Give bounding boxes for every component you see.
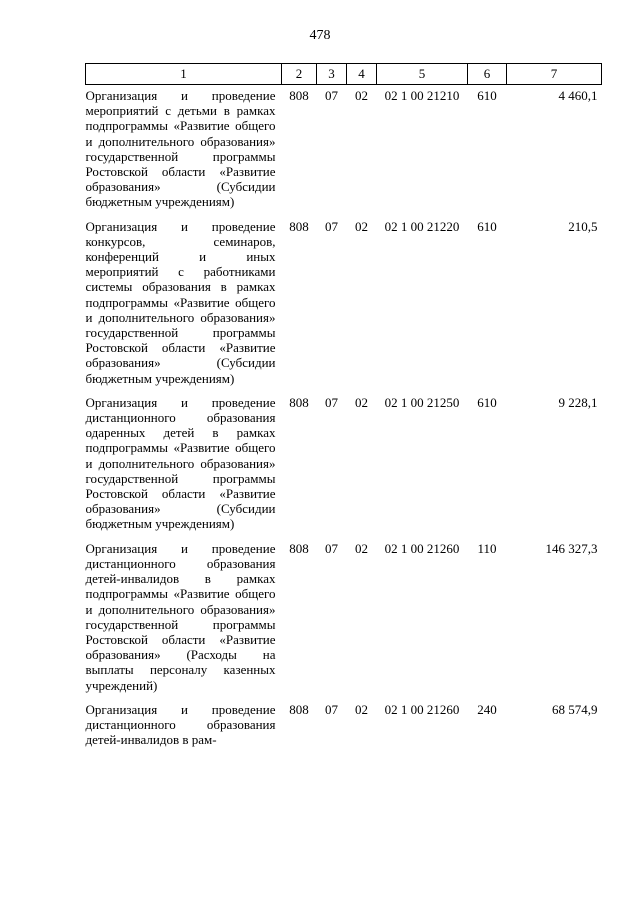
row-description: Организация и проведение дистанционного образования детей-инвалидов в рам- <box>85 701 276 748</box>
row-target-code: 02 1 00 21210 <box>384 88 460 103</box>
row-ministry-code: 808 <box>289 701 309 717</box>
header-cell-4: 4 <box>347 64 377 85</box>
row-expense-type: 240 <box>477 701 497 717</box>
header-cell-7: 7 <box>507 64 602 85</box>
header-cell-5: 5 <box>377 64 468 85</box>
row-subsection-code: 02 <box>355 88 368 103</box>
header-cell-1: 1 <box>86 64 282 85</box>
header-cell-6: 6 <box>468 64 507 85</box>
page-number: 478 <box>309 28 331 43</box>
row-amount: 9 228,1 <box>558 394 598 410</box>
row-ministry-code: 808 <box>289 540 309 556</box>
table-row <box>86 702 602 757</box>
row-section-code: 07 <box>325 88 338 103</box>
row-description: Организация и проведение дистанционного образования одаренных детей в рамках подпрограммы «Развитие общего и дополнительного образования» государственной программы Ростовской области «Развитие образования» (Субсидии бюджетным учреждениям) <box>85 394 276 532</box>
row-target-code: 02 1 00 21220 <box>384 218 460 234</box>
table-row <box>86 219 602 395</box>
row-subsection-code: 02 <box>355 701 368 717</box>
table-row <box>86 395 602 541</box>
row-expense-type: 610 <box>477 394 497 410</box>
row-description: Организация и проведение дистанционного образования детей-инвалидов в рамках подпрограммы «Развитие общего и дополнительного образования» государственной программы Ростовской области «Развитие образования» (Расходы на выплаты персоналу казенных учреждений) <box>85 540 276 693</box>
header-cell-2: 2 <box>282 64 317 85</box>
row-section-code: 07 <box>325 218 338 234</box>
row-section-code: 07 <box>325 394 338 410</box>
table-row <box>86 85 602 219</box>
header-row <box>86 64 602 85</box>
header-cell-3: 3 <box>317 64 347 85</box>
row-section-code: 07 <box>325 701 338 717</box>
row-expense-type: 610 <box>477 218 497 234</box>
row-section-code: 07 <box>325 540 338 556</box>
row-description: Организация и проведение конкурсов, семинаров, конференций и иных мероприятий с работниками системы образования в рамках подпрограммы «Развитие общего и дополнительного образования» государственной программы Ростовской области «Развитие образования» (Субсидии бюджетным учреждениям) <box>85 218 276 386</box>
row-expense-type: 110 <box>477 540 497 556</box>
row-expense-type: 610 <box>477 88 497 103</box>
row-subsection-code: 02 <box>355 540 368 556</box>
row-subsection-code: 02 <box>355 394 368 410</box>
row-target-code: 02 1 00 21260 <box>384 540 460 556</box>
row-subsection-code: 02 <box>355 218 368 234</box>
row-amount: 68 574,9 <box>552 701 598 717</box>
row-target-code: 02 1 00 21260 <box>384 701 460 717</box>
row-ministry-code: 808 <box>289 218 309 234</box>
row-target-code: 02 1 00 21250 <box>384 394 460 410</box>
budget-table <box>85 63 602 756</box>
table-row <box>86 541 602 702</box>
row-amount: 210,5 <box>568 218 598 234</box>
row-ministry-code: 808 <box>289 394 309 410</box>
row-amount: 4 460,1 <box>558 88 598 103</box>
row-amount: 146 327,3 <box>545 540 598 556</box>
row-description: Организация и проведение мероприятий с детьми в рамках подпрограммы «Развитие общего и дополнительного образования» государственной программы Ростовской области «Развитие образования» (Субсидии бюджетным учреждениям) <box>85 88 276 210</box>
row-ministry-code: 808 <box>289 88 309 103</box>
